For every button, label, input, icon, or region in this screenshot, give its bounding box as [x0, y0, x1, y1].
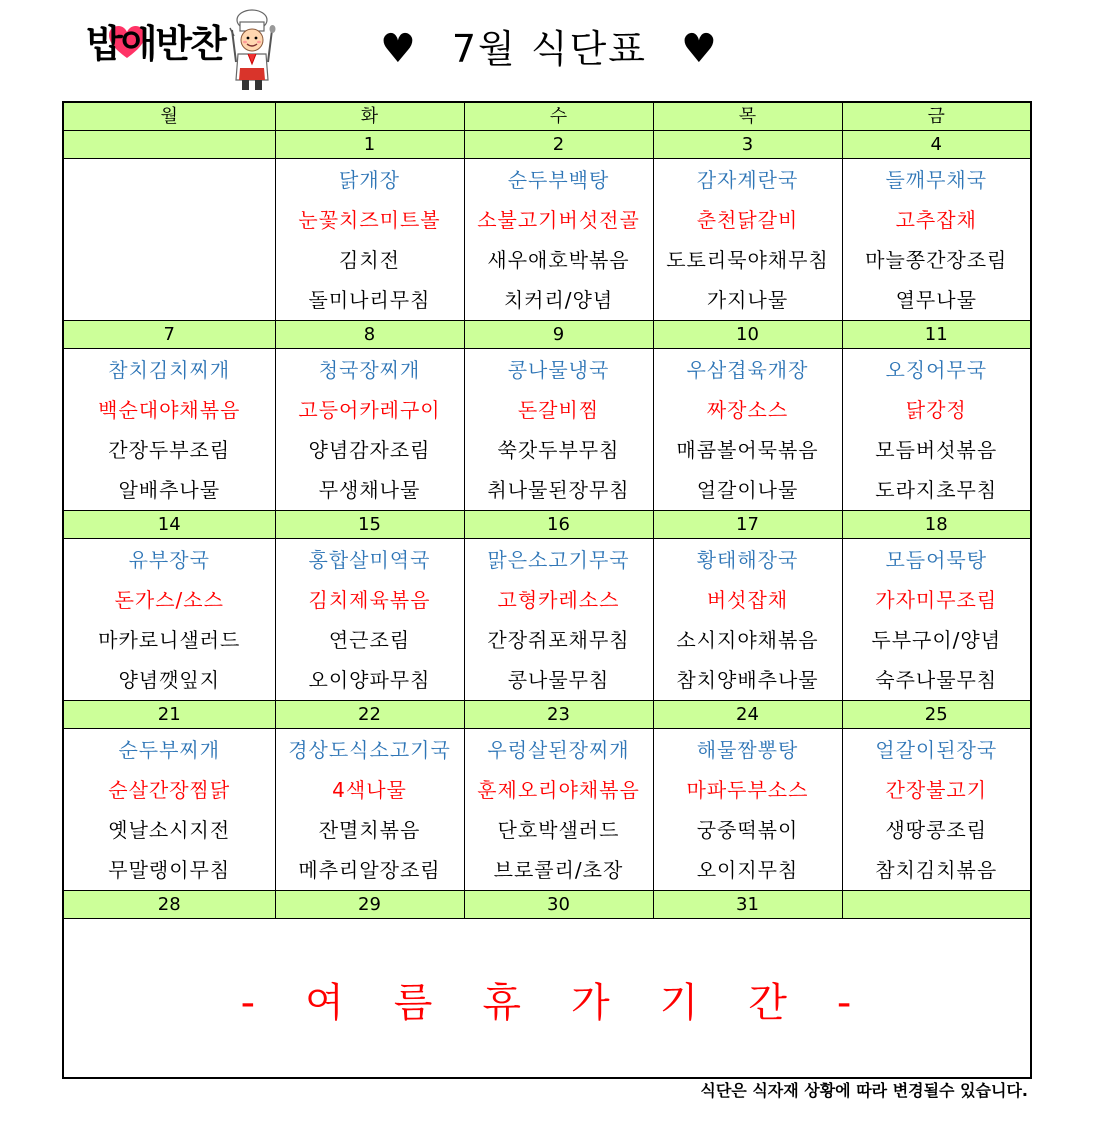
side-dish-item: 메추리알장조림 [298, 858, 441, 882]
side-dish-item: 오이양파무침 [308, 668, 431, 692]
date-cell: 29 [275, 891, 464, 919]
main-dish-item: 짜장소스 [706, 398, 789, 422]
side-dish-item: 김치전 [339, 248, 400, 272]
day-menu-cell [275, 159, 464, 321]
date-cell: 30 [464, 891, 653, 919]
soup-item: 감자계란국 [696, 168, 799, 192]
menu-row [63, 349, 1031, 511]
day-menu-cell [275, 349, 464, 511]
side-dish-item: 옛날소시지전 [108, 818, 231, 842]
side-dish-item: 콩나물무침 [507, 668, 610, 692]
day-menu-cell [653, 349, 842, 511]
date-cell: 8 [275, 321, 464, 349]
side-dish-item: 궁중떡볶이 [696, 818, 799, 842]
main-dish-item: 훈제오리야채볶음 [477, 778, 640, 802]
date-cell: 15 [275, 511, 464, 539]
main-dish-item: 마파두부소스 [686, 778, 809, 802]
weekday-header: 목 [653, 102, 842, 131]
main-dish-item: 고추잡채 [895, 208, 977, 232]
date-cell: 23 [464, 701, 653, 729]
page-title [380, 24, 719, 74]
date-cell: 2 [464, 131, 653, 159]
soup-item: 얼갈이된장국 [875, 738, 998, 762]
menu-row [63, 159, 1031, 321]
soup-item: 홍합살미역국 [308, 548, 431, 572]
heart-icon: ♥ [680, 26, 719, 72]
side-dish-item: 참치김치볶음 [875, 858, 998, 882]
date-cell [63, 131, 275, 159]
day-menu-cell [275, 729, 464, 891]
day-menu-cell [464, 159, 653, 321]
weekday-header: 화 [275, 102, 464, 131]
side-dish-item: 잔멸치볶음 [318, 818, 421, 842]
side-dish-item: 쑥갓두부무침 [497, 438, 620, 462]
side-dish-item: 양념깻잎지 [118, 668, 221, 692]
side-dish-item: 양념감자조림 [308, 438, 431, 462]
soup-item: 순두부찌개 [118, 738, 221, 762]
main-dish-item: 돈갈비찜 [517, 398, 600, 422]
side-dish-item: 가지나물 [706, 288, 789, 312]
date-cell: 28 [63, 891, 275, 919]
soup-item: 오징어무국 [885, 358, 988, 382]
menu-row [63, 539, 1031, 701]
date-cell: 4 [842, 131, 1031, 159]
day-menu-cell [63, 349, 275, 511]
main-dish-item: 고형카레소스 [497, 588, 620, 612]
side-dish-item: 무생채나물 [318, 478, 421, 502]
soup-item: 순두부백탕 [507, 168, 610, 192]
side-dish-item: 취나물된장무침 [487, 478, 630, 502]
title-text: 7월 식단표 [451, 27, 647, 71]
soup-item: 모듬어묵탕 [885, 548, 988, 572]
date-cell: 9 [464, 321, 653, 349]
weekday-header-row [63, 102, 1031, 131]
day-menu-cell [63, 539, 275, 701]
weekday-header: 금 [842, 102, 1031, 131]
day-menu-cell [842, 159, 1031, 321]
date-cell: 3 [653, 131, 842, 159]
soup-item: 콩나물냉국 [507, 358, 610, 382]
day-menu-cell [653, 539, 842, 701]
logo [86, 14, 225, 74]
date-cell [842, 891, 1031, 919]
day-menu-cell [275, 539, 464, 701]
date-row [63, 511, 1031, 539]
date-cell: 22 [275, 701, 464, 729]
side-dish-item: 숙주나물무침 [875, 668, 998, 692]
main-dish-item: 눈꽃치즈미트볼 [298, 208, 441, 232]
vacation-cell [63, 919, 1031, 1079]
soup-item: 해물짬뽕탕 [696, 738, 799, 762]
date-cell: 17 [653, 511, 842, 539]
soup-item: 우렁살된장찌개 [487, 738, 630, 762]
soup-item: 우삼겹육개장 [686, 358, 809, 382]
date-cell: 11 [842, 321, 1031, 349]
main-dish-item: 순살간장찜닭 [108, 778, 231, 802]
day-menu-cell [63, 159, 275, 321]
side-dish-item: 돌미나리무침 [308, 288, 431, 312]
soup-item: 경상도식소고기국 [288, 738, 451, 762]
main-dish-item: 닭강정 [905, 398, 967, 422]
main-dish-item: 가자미무조림 [875, 588, 998, 612]
side-dish-item: 참치양배추나물 [676, 668, 819, 692]
menu-row [63, 729, 1031, 891]
side-dish-item: 얼갈이나물 [696, 478, 799, 502]
side-dish-item: 마늘쫑간장조림 [865, 248, 1008, 272]
date-cell: 25 [842, 701, 1031, 729]
soup-item: 유부장국 [128, 548, 210, 572]
side-dish-item: 브로콜리/초장 [493, 858, 624, 882]
day-menu-cell [464, 349, 653, 511]
soup-item: 황태해장국 [696, 548, 799, 572]
side-dish-item: 간장쥐포채무침 [487, 628, 630, 652]
footer-note: 식단은 식자재 상황에 따라 변경될수 있습니다. [700, 1081, 1028, 1100]
date-cell: 18 [842, 511, 1031, 539]
main-dish-item: 간장불고기 [885, 778, 988, 802]
day-menu-cell [464, 539, 653, 701]
side-dish-item: 생땅콩조림 [885, 818, 988, 842]
side-dish-item: 오이지무침 [696, 858, 799, 882]
side-dish-item: 마카로니샐러드 [98, 628, 241, 652]
side-dish-item: 모듬버섯볶음 [875, 438, 998, 462]
side-dish-item: 열무나물 [895, 288, 977, 312]
side-dish-item: 새우애호박볶음 [487, 248, 630, 272]
main-dish-item: 소불고기버섯전골 [477, 208, 640, 232]
date-row [63, 131, 1031, 159]
date-row [63, 321, 1031, 349]
weekday-header: 월 [63, 102, 275, 131]
main-dish-item: 4색나물 [332, 778, 407, 802]
date-cell: 24 [653, 701, 842, 729]
day-menu-cell [842, 349, 1031, 511]
day-menu-cell [842, 729, 1031, 891]
side-dish-item: 알배추나물 [118, 478, 221, 502]
main-dish-item: 고등어카레구이 [298, 398, 441, 422]
date-cell: 10 [653, 321, 842, 349]
side-dish-item: 간장두부조림 [108, 438, 231, 462]
side-dish-item: 두부구이/양념 [871, 628, 1002, 652]
soup-item: 청국장찌개 [318, 358, 421, 382]
weekday-header: 수 [464, 102, 653, 131]
date-cell: 14 [63, 511, 275, 539]
soup-item: 들깨무채국 [885, 168, 988, 192]
date-cell: 16 [464, 511, 653, 539]
main-dish-item: 돈가스/소스 [114, 588, 224, 612]
heart-icon: ♥ [380, 26, 418, 72]
day-menu-cell [653, 729, 842, 891]
side-dish-item: 단호박샐러드 [497, 818, 620, 842]
date-row [63, 701, 1031, 729]
date-cell: 7 [63, 321, 275, 349]
date-cell: 1 [275, 131, 464, 159]
side-dish-item: 치커리/양념 [503, 288, 614, 312]
soup-item: 맑은소고기무국 [487, 548, 630, 572]
date-cell: 21 [63, 701, 275, 729]
menu-calendar [62, 101, 1032, 1079]
logo-text: 밥애반찬 [86, 22, 225, 66]
main-dish-item: 김치제육볶음 [308, 588, 431, 612]
soup-item: 참치김치찌개 [108, 358, 231, 382]
side-dish-item: 무말랭이무침 [108, 858, 231, 882]
summer-vacation-notice: - 여 름 휴 가 기 간 - [240, 979, 854, 1026]
date-cell: 31 [653, 891, 842, 919]
side-dish-item: 연근조림 [328, 628, 411, 652]
day-menu-cell [63, 729, 275, 891]
day-menu-cell [653, 159, 842, 321]
soup-item: 닭개장 [339, 168, 400, 192]
vacation-row [63, 919, 1031, 1079]
date-row [63, 891, 1031, 919]
day-menu-cell [464, 729, 653, 891]
main-dish-item: 백순대야채볶음 [98, 398, 241, 422]
side-dish-item: 도토리묵야채무침 [666, 248, 829, 272]
side-dish-item: 도라지초무침 [875, 478, 998, 502]
chef-mascot-icon [226, 8, 278, 92]
main-dish-item: 버섯잡채 [706, 588, 789, 612]
day-menu-cell [842, 539, 1031, 701]
side-dish-item: 매콤볼어묵볶음 [676, 438, 819, 462]
main-dish-item: 춘천닭갈비 [696, 208, 799, 232]
side-dish-item: 소시지야채볶음 [676, 628, 819, 652]
